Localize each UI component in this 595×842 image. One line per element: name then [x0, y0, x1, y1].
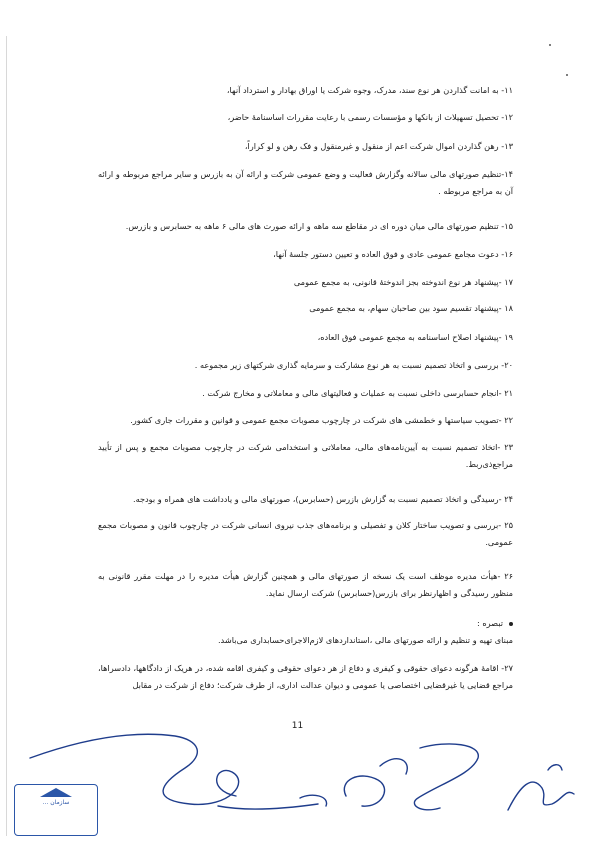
- signature-2: [218, 795, 327, 809]
- list-item: ۲۵ -بررسی و تصویب ساختار کلان و تفصیلی و برنامه‌های جذب نیروی انسانی شرکت در چارچوب قانون و مصوبات مجمع عمومی.: [98, 520, 513, 547]
- signature-5: [508, 765, 574, 810]
- stamp-text: سازمان ...: [42, 799, 70, 806]
- page-number: 11: [291, 721, 304, 731]
- list-item: ۱۹ -پیشنهاد اصلاح اساسنامه به مجمع عمومی فوق العاده،: [317, 332, 513, 342]
- note: [98, 615, 513, 632]
- stamp-logo-icon: [40, 788, 72, 797]
- list-item: ۲۱ -انجام حسابرسی داخلی نسبت به عملیات و فعالیتهای مالی و معاملاتی و مخارج شرکت .: [202, 388, 513, 398]
- list-item: ۱۸ -پیشنهاد تقسیم سود بین صاحبان سهام، به مجمع عمومی: [309, 303, 513, 313]
- list-item: ۲۲ -تصویب سیاستها و خطمشی های شرکت در چارچوب مصوبات مجمع عمومی و قوانین و مقررات جاری کشور.: [130, 415, 513, 425]
- list-item: ۱۱- به امانت گذاردن هر نوع سند، مدرک، وجوه شرکت یا اوراق بهادار و استرداد آنها،: [226, 85, 513, 95]
- list-item: ۱۵- تنظیم صورتهای مالی میان دوره ای در مقاطع سه ماهه و ارائه صورت های مالی ۶ ماهه به حسابرس و بازرس.: [125, 221, 513, 231]
- stamp: [14, 784, 98, 836]
- list-item: ۲۶ -هیأت مدیره موظف است یک نسخه از صورتهای مالی و همچنین گزارش هیأت مدیره را در مهلت مقرر قانونی به منظور رسیدگی و اظهارنظر برای بازرس(حسابرس) شرکت ارسال نماید.: [98, 571, 513, 598]
- scan-speck: [566, 74, 568, 76]
- signature-3: [344, 759, 407, 806]
- list-item: ۲۰- بررسی و اتخاذ تصمیم نسبت به هر نوع مشارکت و سرمایه گذاری شرکتهای زیر مجموعه .: [194, 360, 513, 370]
- list-item: ۲۴ -رسیدگی و اتخاذ تصمیم نسبت به گزارش بازرس (حسابرس)، صورتهای مالی و یادداشت های همراه و بودجه.: [132, 494, 513, 504]
- list-item: ۲۳ -اتخاذ تصمیم نسبت به آیین‌نامه‌های مالی، معاملاتی و استخدامی شرکت در چارچوب مصوبات مجمع و پس از تأیید مراجع‌ذی‌ربط.: [98, 442, 513, 469]
- list-item: ۱۳- رهن گذاردن اموال شرکت اعم از منقول و غیرمنقول و فک رهن و لو کراراً،: [244, 141, 513, 151]
- bullet-icon: [509, 622, 513, 626]
- signature-4: [414, 744, 478, 810]
- note-heading: تبصره :: [476, 618, 503, 628]
- list-item: ۱۲- تحصیل تسهیلات از بانکها و مؤسسات رسمی با رعایت مقررات اساسنامهٔ حاضر،: [227, 112, 513, 122]
- list-item: ۲۷- اقامهٔ هرگونه دعوای حقوقی و کیفری و دفاع از هر دعوای حقوقی و کیفری اقامه شده، در هریک از دادگاهها، دادسراها، مراجع قضایی یا غیرقضایی اختصاصی یا عمومی و دیوان عدالت اداری، از طرف شرکت؛ دفاع از شرکت در مقابل: [98, 663, 513, 690]
- list-item: ۱۷ -پیشنهاد هر نوع اندوخته بجز اندوختهٔ قانونی، به مجمع عمومی: [293, 277, 513, 287]
- list-item: ۱۶- دعوت مجامع عمومی عادی و فوق العاده و تعیین دستور جلسهٔ آنها،: [273, 249, 513, 259]
- note-text: مبنای تهیه و تنظیم و ارائه صورتهای مالی ،استانداردهای لازم‌الاجرای‌حسابداری می‌باشد.: [217, 635, 513, 645]
- list-item: ۱۴-تنظیم صورتهای مالی سالانه وگزارش فعالیت و وضع عمومی شرکت و ارائه آن به بازرس و سایر مراجع مربوطه و ارائه آن به مراجع مربوطه .: [98, 169, 513, 196]
- scan-speck: [549, 44, 551, 46]
